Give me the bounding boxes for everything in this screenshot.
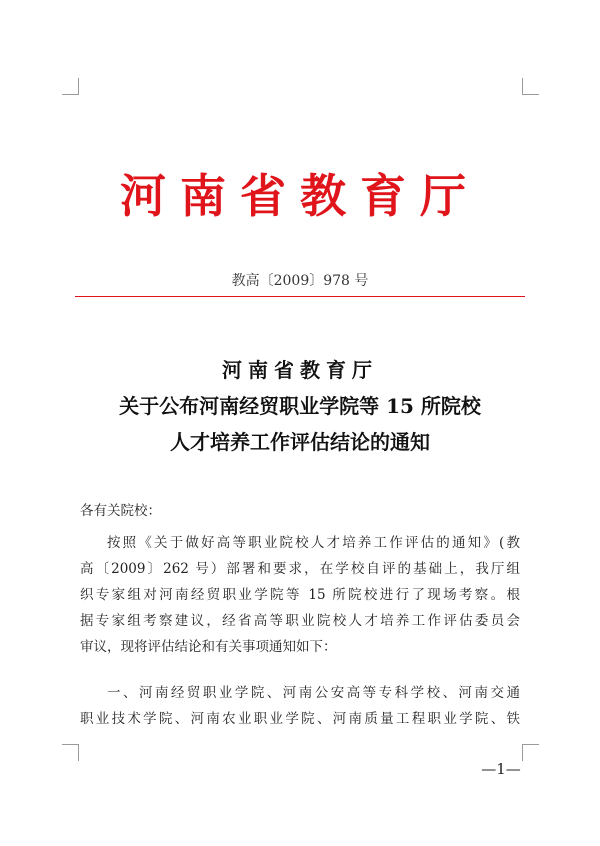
- crop-mark-top-right: [522, 78, 539, 95]
- paragraph-1-line: 审议，现将评估结论和有关事项通知如下：: [80, 639, 337, 655]
- document-number: 教高〔2009〕978 号: [231, 273, 369, 289]
- page-number: —1—: [481, 760, 521, 778]
- crop-mark-top-left: [62, 78, 79, 95]
- notice-title-line-3: 人才培养工作评估结论的通知: [170, 430, 430, 454]
- notice-title-line-2: 关于公布河南经贸职业学院等 15 所院校: [119, 394, 481, 418]
- paragraph-1-line: 据专家组考察建议，经省高等职业院校人才培养工作评估委员会: [80, 613, 520, 629]
- notice-title: [0, 352, 600, 460]
- paragraph-1-line: 织专家组对河南经贸职业学院等 15 所院校进行了现场考察。根: [80, 587, 520, 603]
- salutation: 各有关院校：: [80, 503, 161, 519]
- paragraph-1-line: 高〔2009〕262 号）部署和要求，在学校自评的基础上，我厅组: [80, 561, 520, 577]
- paragraph-1: [80, 530, 520, 660]
- crop-mark-bottom-right: [522, 744, 539, 761]
- notice-title-line-1: 河南省教育厅: [222, 358, 378, 382]
- letterhead-divider: [75, 296, 525, 297]
- paragraph-1-line: 按照《关于做好高等职业院校人才培养工作评估的通知》(教: [107, 535, 520, 551]
- paragraph-2-line: 一、河南经贸职业学院、河南公安高等专科学校、河南交通: [107, 685, 520, 701]
- crop-mark-bottom-left: [62, 744, 79, 761]
- letterhead-title: 河南省教育厅: [120, 169, 480, 223]
- paragraph-2-line: 职业技术学院、河南农业职业学院、河南质量工程职业学院、铁: [80, 711, 520, 727]
- paragraph-2: [80, 680, 520, 732]
